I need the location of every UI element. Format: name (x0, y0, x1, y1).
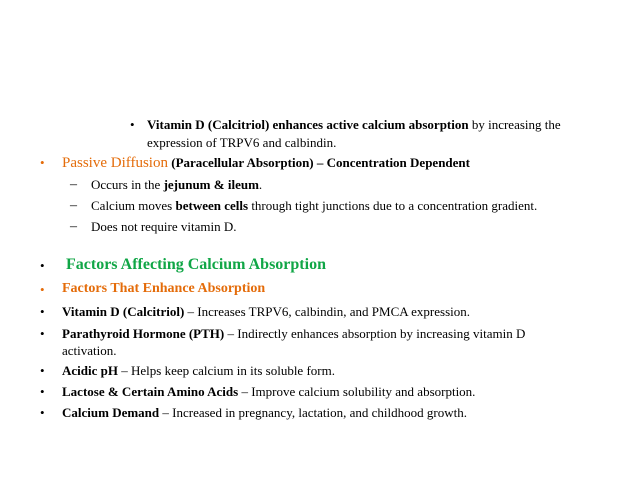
passive-item-1-post: . (258, 177, 263, 192)
bullet-marker: • (40, 384, 45, 399)
dash-marker: – (70, 177, 77, 192)
dash-marker: – (70, 219, 77, 234)
enhance-item-pth-rest: – Indirectly enhances absorption by increasing vitamin D (224, 326, 526, 341)
enhance-item-acidic-ph (62, 364, 335, 377)
passive-item-2 (91, 199, 537, 212)
enhance-item-pth (62, 327, 525, 340)
passive-diffusion-heading (62, 155, 470, 171)
bullet-marker: • (40, 258, 45, 273)
bullet-marker: • (40, 363, 45, 378)
bullet-marker: • (40, 282, 45, 297)
enhance-item-pth-line2: activation. (62, 343, 117, 358)
enhance-item-vitamin-d-bold: Vitamin D (Calcitriol) (62, 304, 185, 319)
passive-diffusion-title: Passive Diffusion (62, 155, 168, 171)
enhance-item-acidic-ph-rest: – Helps keep calcium in its soluble form. (117, 363, 335, 378)
passive-item-2-bold: between cells (175, 198, 249, 213)
passive-item-1-bold: jejunum & ileum (163, 177, 259, 192)
passive-item-1 (91, 178, 262, 191)
vitamin-d-intro-bold: Vitamin D (Calcitriol) enhances active calcium absorption (147, 117, 469, 132)
enhance-item-lactose-bold: Lactose & Certain Amino Acids (62, 384, 239, 399)
vitamin-d-intro-line2: expression of TRPV6 and calbindin. (147, 135, 337, 150)
enhance-item-vitamin-d (62, 305, 470, 318)
enhance-item-lactose-rest: – Improve calcium solubility and absorption. (238, 384, 476, 399)
dash-marker: – (70, 198, 77, 213)
enhance-heading: Factors That Enhance Absorption (62, 281, 266, 296)
passive-item-2-post: through tight junctions due to a concentration gradient. (248, 198, 538, 213)
enhance-item-calcium-demand-bold: Calcium Demand (62, 405, 160, 420)
bullet-marker: • (130, 117, 135, 132)
bullet-marker: • (40, 304, 45, 319)
passive-item-3-pre: Does not require vitamin D. (91, 219, 237, 234)
enhance-item-lactose (62, 385, 475, 398)
passive-item-3 (91, 220, 237, 233)
vitamin-d-intro-rest: by increasing the (468, 117, 561, 132)
enhance-item-pth-bold: Parathyroid Hormone (PTH) (62, 326, 225, 341)
passive-diffusion-subtitle: (Paracellular Absorption) – Concentration Dependent (167, 155, 470, 170)
factors-heading: Factors Affecting Calcium Absorption (66, 256, 326, 273)
passive-item-2-pre: Calcium moves (91, 198, 176, 213)
bullet-marker: • (40, 155, 45, 170)
vitamin-d-intro-line1 (147, 118, 561, 131)
enhance-item-calcium-demand (62, 406, 467, 419)
bullet-marker: • (40, 326, 45, 341)
bullet-marker: • (40, 405, 45, 420)
enhance-item-acidic-ph-bold: Acidic pH (62, 363, 118, 378)
enhance-item-calcium-demand-rest: – Increased in pregnancy, lactation, and childhood growth. (159, 405, 467, 420)
enhance-item-vitamin-d-rest: – Increases TRPV6, calbindin, and PMCA expression. (184, 304, 471, 319)
passive-item-1-pre: Occurs in the (91, 177, 164, 192)
